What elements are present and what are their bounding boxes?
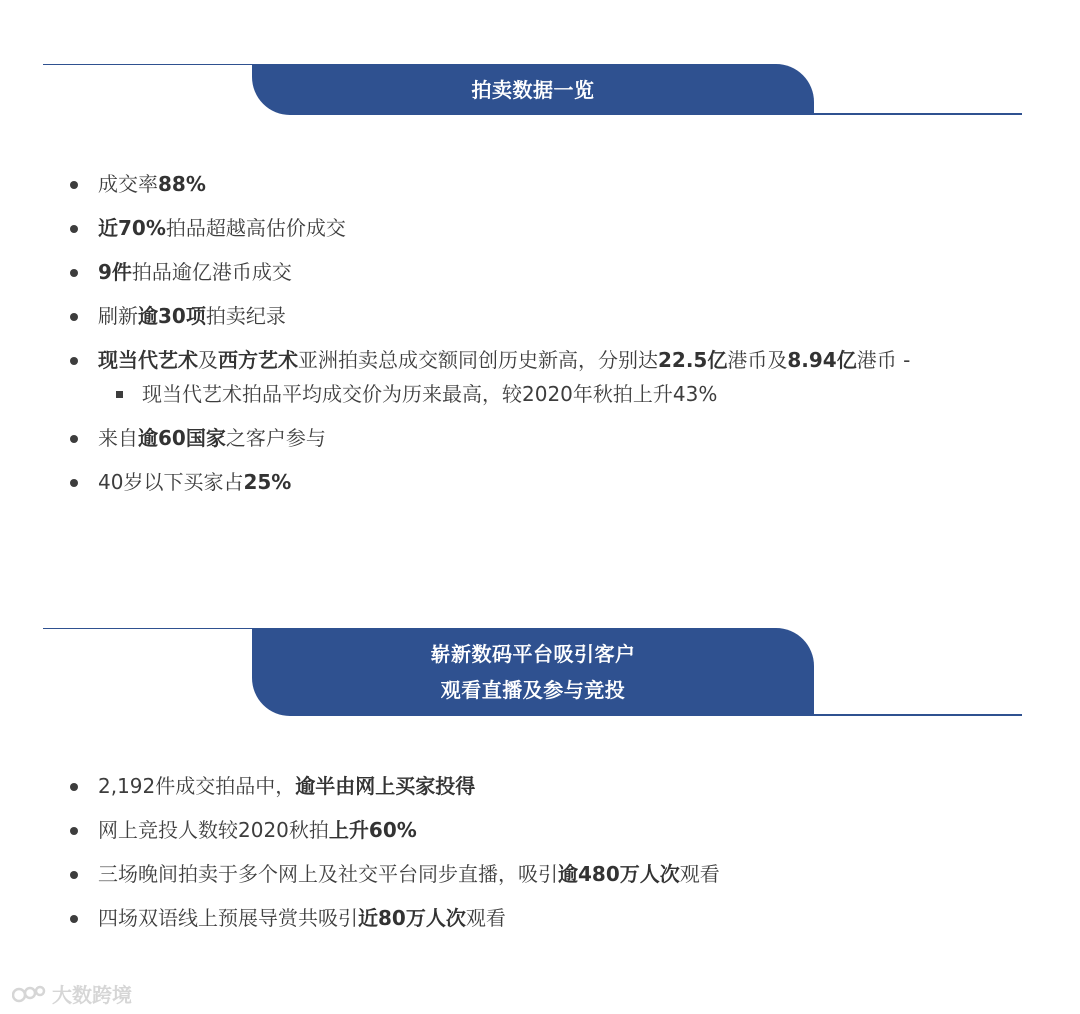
section-title-tab [252,64,814,115]
list-item [70,466,1030,498]
list-item [70,770,1030,802]
sub-list-item [70,378,1030,410]
item-text: 现当代艺术拍品平均成交价为历来最高，较2020年秋拍上升43% [142,382,718,406]
section-header-auction-data [43,64,1022,116]
item-text: 网上竞投人数较2020秋拍 [98,818,329,842]
list-item [70,300,1030,332]
item-text: 拍品逾亿港币成交 [131,260,292,284]
section-title-tab [252,628,814,716]
highlight-text: 9件 [98,260,132,284]
digital-platform-list [70,770,1030,934]
highlight-text: 西方艺术 [218,348,298,372]
list-item [70,858,1030,890]
item-text: 拍品超越高估价成交 [165,216,346,240]
highlight-text: 近70% [98,216,166,240]
item-text: 三场晚间拍卖于多个网上及社交平台同步直播，吸引 [98,862,558,886]
section-title-line-1: 崭新数码平台吸引客户 [430,642,636,666]
item-text: 来自 [98,426,138,450]
logo-icon [12,983,46,1005]
list-item [70,814,1030,846]
item-text: 及 [198,348,218,372]
list-item [70,422,1030,454]
item-text: 观看 [679,862,720,886]
list-item [70,212,1030,244]
list-item [70,256,1030,288]
highlight-text: 逾60国家 [138,426,226,450]
highlight-text: 25% [243,470,292,494]
auction-data-list [70,168,1030,498]
item-text: 2,192件成交拍品中， [98,774,296,798]
bullet-icon [70,269,78,277]
bullet-icon [70,915,78,923]
highlight-text: 上升60% [328,818,417,842]
highlight-text: 22.5亿 [658,348,728,372]
bullet-icon [70,871,78,879]
highlight-text: 现当代艺术 [98,348,198,372]
highlight-text: 8.94亿 [787,348,857,372]
item-text: 拍卖纪录 [205,304,286,328]
item-text: 成交率 [98,172,158,196]
square-bullet-icon [116,391,123,398]
highlight-text: 88% [158,172,206,196]
section-header-digital-platform [43,628,1022,718]
bullet-icon [70,783,78,791]
bullet-icon [70,225,78,233]
section-title: 拍卖数据一览 [471,77,595,102]
highlight-text: 近80万人次 [358,906,466,930]
watermark-text: 大数跨境 [52,983,132,1007]
bullet-icon [70,827,78,835]
bullet-icon [70,357,78,365]
list-item [70,344,1030,376]
item-text: 四场双语线上预展导赏共吸引 [98,906,358,930]
highlight-text: 逾半由网上买家投得 [295,774,476,798]
item-text: 刷新 [98,304,138,328]
bullet-icon [70,313,78,321]
item-text: 之客户参与 [225,426,326,450]
watermark [12,979,132,1008]
bullet-icon [70,435,78,443]
item-text: 港币 - [856,348,911,372]
highlight-text: 逾30项 [138,304,206,328]
section-title-line-2: 观看直播及参与竞投 [440,678,626,702]
highlight-text: 逾480万人次 [558,862,680,886]
list-item [70,168,1030,200]
bullet-icon [70,479,78,487]
item-text: 观看 [465,906,506,930]
bullet-icon [70,181,78,189]
item-text: 亚洲拍卖总成交额同创历史新高，分别达 [298,348,658,372]
item-text: 港币及 [727,348,788,372]
list-item [70,902,1030,934]
item-text: 40岁以下买家占 [98,470,244,494]
